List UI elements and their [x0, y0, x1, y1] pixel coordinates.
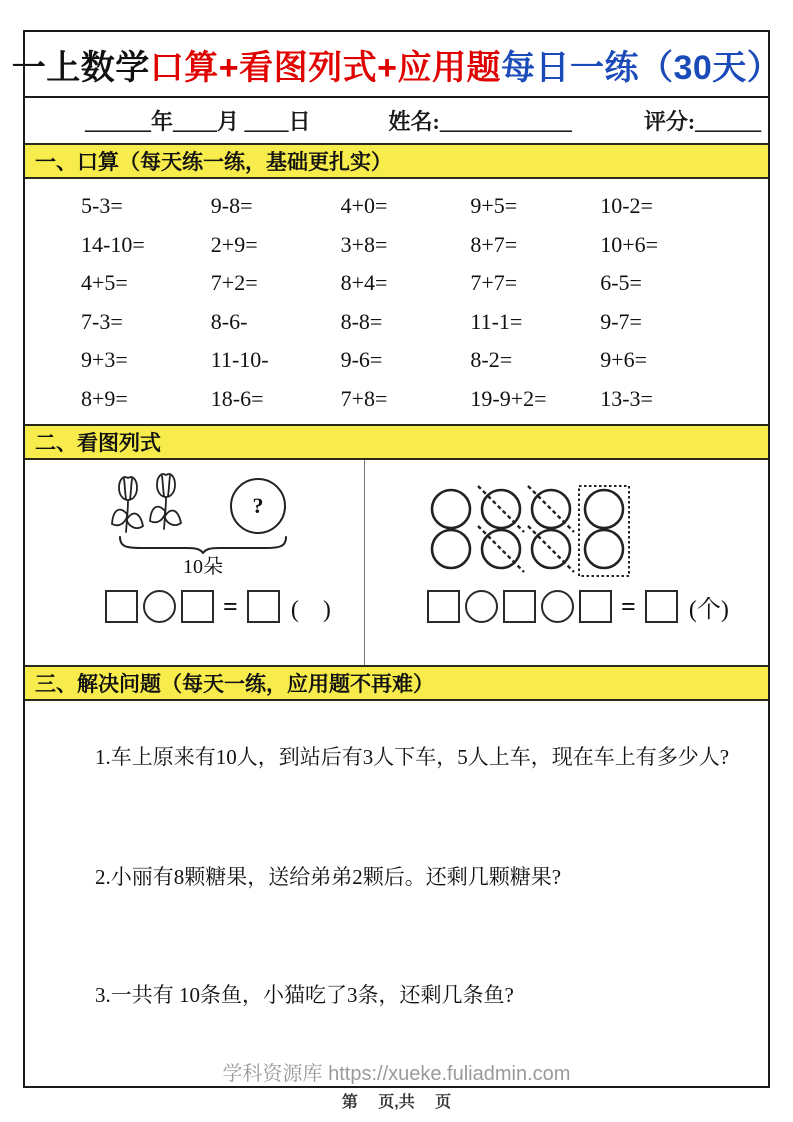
equals-sign: =	[621, 591, 636, 621]
oral-problem: 19-9+2=	[470, 385, 547, 411]
page-title	[11, 32, 782, 98]
oral-problem: 6-5=	[600, 270, 642, 296]
flower-equation-template	[105, 589, 331, 624]
oral-problem: 14-10=	[81, 231, 145, 257]
oral-problem: 2+9=	[210, 231, 258, 257]
oral-problem: 4+5=	[81, 270, 128, 296]
answer-box	[181, 590, 214, 623]
answer-box	[645, 590, 678, 623]
name-blank: 姓名:____________	[388, 109, 572, 134]
circle-equation-template	[427, 589, 729, 624]
oral-problem: 18-6=	[210, 385, 264, 411]
oral-problem: 11-10-	[210, 347, 269, 373]
watermark-text: 学科资源库 https://xueke.fuliadmin.com	[222, 1063, 571, 1085]
operator-circle	[143, 590, 176, 623]
oral-problem: 8+9=	[81, 385, 128, 411]
oral-problem: 7+8=	[340, 385, 388, 411]
oral-problem: 8-6-	[210, 308, 248, 334]
oral-problem: 9-7=	[600, 308, 642, 334]
word-problems-area	[25, 701, 768, 1086]
brace-total-label: 10朵	[183, 556, 223, 578]
circles-diagram	[427, 484, 633, 579]
tulip-icon	[110, 474, 146, 540]
oral-problem: 9+6=	[600, 347, 648, 373]
oral-problem: 10-2=	[600, 193, 653, 219]
page-number-line: 第 页,共 页	[341, 1094, 452, 1111]
info-row	[25, 98, 768, 143]
unknown-quantity-circle	[230, 478, 286, 534]
word-problem-2: 2.小丽有8颗糖果，送给弟弟2颗后。还剩几颗糖果?	[95, 865, 562, 889]
circle-picture-problem	[365, 460, 768, 665]
answer-box	[503, 590, 536, 623]
oral-problem: 8+7=	[470, 231, 518, 257]
score-blank: 评分:______	[643, 109, 762, 134]
title-part-blue: 每日一练（30天）	[500, 48, 782, 87]
oral-problem: 8-2=	[470, 347, 513, 373]
oral-problem: 9+5=	[470, 193, 518, 219]
word-problem-1: 1.车上原来有10人，到站后有3人下车，5人上车，现在车上有多少人?	[95, 745, 730, 769]
oral-problem: 3+8=	[340, 231, 388, 257]
oral-problem: 9-6=	[340, 347, 383, 373]
section-header-oral: 一、口算（每天练一练，基础更扎实）	[25, 143, 768, 179]
oral-problem: 10+6=	[600, 231, 659, 257]
date-blanks: ______年____月 ____日	[85, 109, 311, 134]
equals-sign: =	[223, 591, 238, 621]
title-part-black: 一上数学	[11, 48, 150, 87]
oral-problem: 7+2=	[210, 270, 258, 296]
oral-problem: 9+3=	[81, 347, 128, 373]
picture-problems-row	[25, 460, 768, 665]
oral-problem: 5-3=	[81, 193, 123, 219]
operator-circle	[465, 590, 498, 623]
oral-problem: 8+4=	[340, 270, 388, 296]
unit-parentheses: (个)	[688, 597, 729, 623]
oral-problem: 4+0=	[340, 193, 388, 219]
oral-problems-grid	[25, 179, 768, 424]
operator-circle	[541, 590, 574, 623]
question-mark: ?	[252, 493, 264, 518]
oral-problem: 13-3=	[600, 385, 653, 411]
unit-parentheses: ( )	[290, 597, 331, 623]
title-part-red: 口算+看图列式+应用题	[149, 48, 501, 87]
section-header-picture: 二、看图列式	[25, 424, 768, 460]
answer-box	[105, 590, 138, 623]
word-problem-3: 3.一共有 10条鱼，小猫吃了3条，还剩几条鱼?	[95, 983, 514, 1007]
worksheet-sheet	[11, 30, 782, 1088]
answer-box	[427, 590, 460, 623]
oral-problem: 11-1=	[470, 308, 523, 334]
oral-problem: 7+7=	[470, 270, 518, 296]
tulip-icon	[148, 471, 184, 537]
oral-problem: 8-8=	[340, 308, 383, 334]
answer-box	[247, 590, 280, 623]
oral-problem: 7-3=	[81, 308, 123, 334]
flower-picture-problem	[25, 460, 365, 665]
oral-problem: 9-8=	[210, 193, 253, 219]
section-header-word-problems: 三、解决问题（每天一练，应用题不再难）	[25, 665, 768, 701]
answer-box	[579, 590, 612, 623]
